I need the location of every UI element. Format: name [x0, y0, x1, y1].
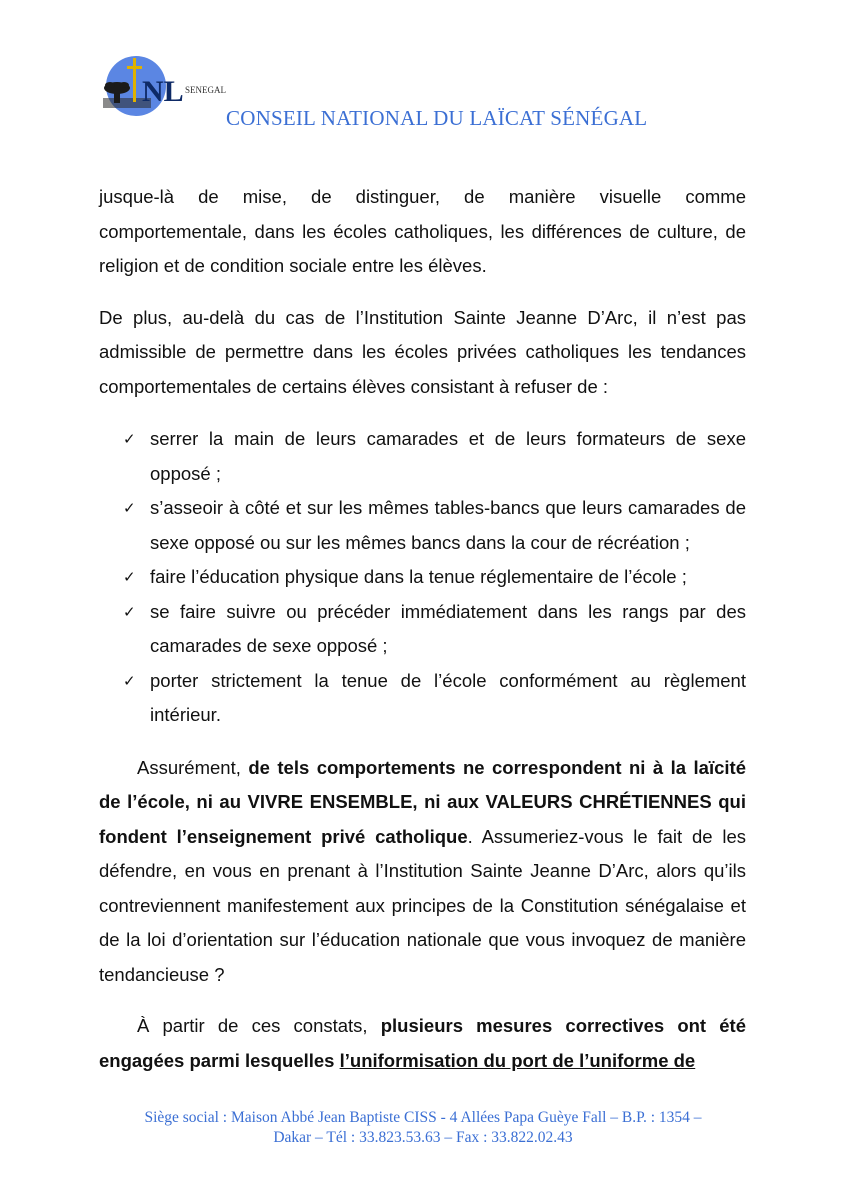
- letter-body: [99, 180, 746, 1078]
- paragraph-4: À partir de ces constats, plusieurs mesures correctives ont été engagées parmi lesquelles l’uniformisation du port de l’uniforme de: [99, 1015, 746, 1071]
- organization-title: CONSEIL NATIONAL DU LAÏCAT SÉNÉGAL: [226, 106, 648, 130]
- emphasis-statement: de tels comportements ne correspondent ni à la laïcité de l’école, ni au VIVRE ENSEMBLE, ni aux VALEURS CHRÉTIENNES qui fondent l’enseignement privé catholique: [99, 756, 746, 847]
- underlined-emphasis: l’uniformisation du port de l’uniforme de: [339, 1049, 696, 1071]
- checklist-item: ✓ porter strictement la tenue de l’école conformément au règlement intérieur.: [99, 664, 746, 733]
- refusal-checklist: [99, 422, 746, 733]
- checklist-item: ✓ serrer la main de leurs camarades et de leurs formateurs de sexe opposé ;: [99, 422, 746, 491]
- checkmark-icon: ✓: [123, 430, 136, 448]
- logo-country: SENEGAL: [185, 85, 226, 95]
- footer-contact: Dakar – Tél : 33.823.53.63 – Fax : 33.822.02.43: [273, 1129, 573, 1146]
- checklist-item: ✓ se faire suivre ou précéder immédiatement dans les rangs par des camarades de sexe opposé ;: [99, 595, 746, 664]
- paragraph-1: jusque-là de mise, de distinguer, de manière visuelle comme comportementale, dans les écoles catholiques, les différences de culture, de religion et de condition sociale entre les élèves.: [99, 186, 746, 276]
- checkmark-icon: ✓: [123, 602, 136, 621]
- paragraph-3: Assurément, de tels comportements ne correspondent ni à la laïcité de l’école, ni au VIVRE ENSEMBLE, ni aux VALEURS CHRÉTIENNES qui fondent l’enseignement privé catholique. Assumeriez-vous le fait de les défendre, en vous en prenant à l’Institution Sainte Jeanne D’Arc, alors qu’ils contreviennent manifestement aux principes de la Constitution sénégalaise et de la loi d’orientation sur l’éducation nationale que vous invoquez de manière tendancieuse ?: [99, 756, 747, 985]
- footer-address: Siège social : Maison Abbé Jean Baptiste CISS - 4 Allées Papa Guèye Fall – B.P. : 1354 –: [144, 1109, 702, 1126]
- page-footer: [100, 1108, 746, 1148]
- checklist-item: ✓ s’asseoir à côté et sur les mêmes tables-bancs que leurs camarades de sexe opposé ou sur les mêmes bancs dans la cour de récréation ;: [99, 491, 746, 560]
- checkmark-icon: ✓: [123, 499, 136, 517]
- logo-monogram: NL: [142, 75, 184, 108]
- checkmark-icon: ✓: [123, 568, 136, 586]
- organization-logo: [99, 55, 229, 123]
- paragraph-2: De plus, au-delà du cas de l’Institution Sainte Jeanne D’Arc, il n’est pas admissible de permettre dans les écoles privées catholiques les tendances comportementales de certains élèves consistant à refuser de :: [99, 306, 746, 397]
- checkmark-icon: ✓: [123, 671, 136, 690]
- checklist-item: ✓ faire l’éducation physique dans la tenue réglementaire de l’école ;: [99, 560, 746, 595]
